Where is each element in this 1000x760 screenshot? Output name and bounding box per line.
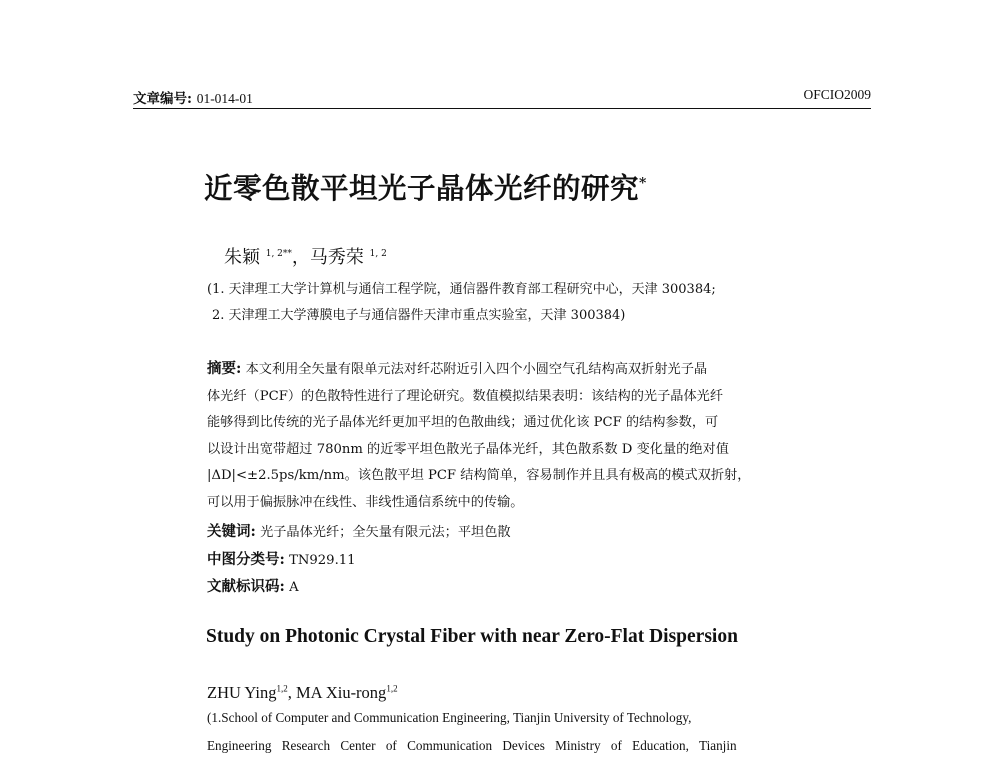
abstract-line: 体光纤（PCF）的色散特性进行了理论研究。数值模拟结果表明：该结构的光子晶体光纤 xyxy=(207,388,724,404)
page-header xyxy=(133,86,871,109)
affiliation-en-1: (1.School of Computer and Communication Engineering, Tianjin University of Technology, xyxy=(207,710,692,725)
document-code: 文献标识码: A xyxy=(207,578,299,595)
title-english: Study on Photonic Crystal Fiber with near Zero-Flat Dispersion xyxy=(206,626,738,647)
authors-chinese: 朱颖 $^{1, 2**}$，马秀荣 $^{1, 2}$ xyxy=(224,247,387,268)
classification-number: 中图分类号: TN929.11 xyxy=(207,551,356,568)
article-number: 文章编号: 01-014-01 xyxy=(133,91,253,107)
affiliation-cn-1: (1. 天津理工大学计算机与通信工程学院，通信器件教育部工程研究中心，天津 300384; xyxy=(207,282,716,297)
abstract-line: 以设计出宽带超过 780nm 的近零平坦色散光子晶体光纤，其色散系数 D 变化量的绝对值 xyxy=(207,441,729,457)
abstract-line: 可以用于偏振脉冲在线性、非线性通信系统中的传输。 xyxy=(207,494,524,510)
abstract-label: 摘要: xyxy=(207,360,242,377)
affiliation-en-2: Engineering Research Center of Communication Devices Ministry of Education, Tianjin xyxy=(207,738,737,753)
title-chinese: 近零色散平坦光子晶体光纤的研究* xyxy=(204,171,647,205)
authors-english: ZHU Ying$^{1,2}$, MA Xiu-rong$^{1,2}$ xyxy=(207,683,398,702)
abstract-line: |ΔD|<±2.5ps/km/nm。该色散平坦 PCF 结构简单，容易制作并且具有极高的模式双折射， xyxy=(207,468,751,484)
abstract-chinese: 摘要: 本文利用全矢量有限单元法对纤芯附近引入四个小圆空气孔结构高双折射光子晶 体光纤（PCF）的色散特性进行了理论研究。数值模拟结果表明：该结构的光子晶体光纤 能够得到比传统的光子晶体光纤更加平坦的色散曲线；通过优化该 PCF 的结构参数，可 以设计出宽带超过 780nm 的近零平坦色散光子晶体光纤，其色散系数 D 变化量的绝对值 |ΔD|<±2.5ps/km/nm。该色散平坦 PCF 结构简单，容易制作并且具有极高的模式双折射， 可以用于偏振脉冲在线性、非线性通信系统中的传输。 xyxy=(207,356,793,517)
affiliation-cn-2: 2. 天津理工大学薄膜电子与通信器件天津市重点实验室，天津 300384) xyxy=(212,308,626,323)
keywords: 关键词: 光子晶体光纤；全矢量有限元法；平坦色散 xyxy=(207,523,511,540)
title-footnote-mark: * xyxy=(639,175,647,192)
conference-code: OFCIO2009 xyxy=(803,87,871,102)
abstract-line: 能够得到比传统的光子晶体光纤更加平坦的色散曲线；通过优化该 PCF 的结构参数，可 xyxy=(207,415,719,431)
